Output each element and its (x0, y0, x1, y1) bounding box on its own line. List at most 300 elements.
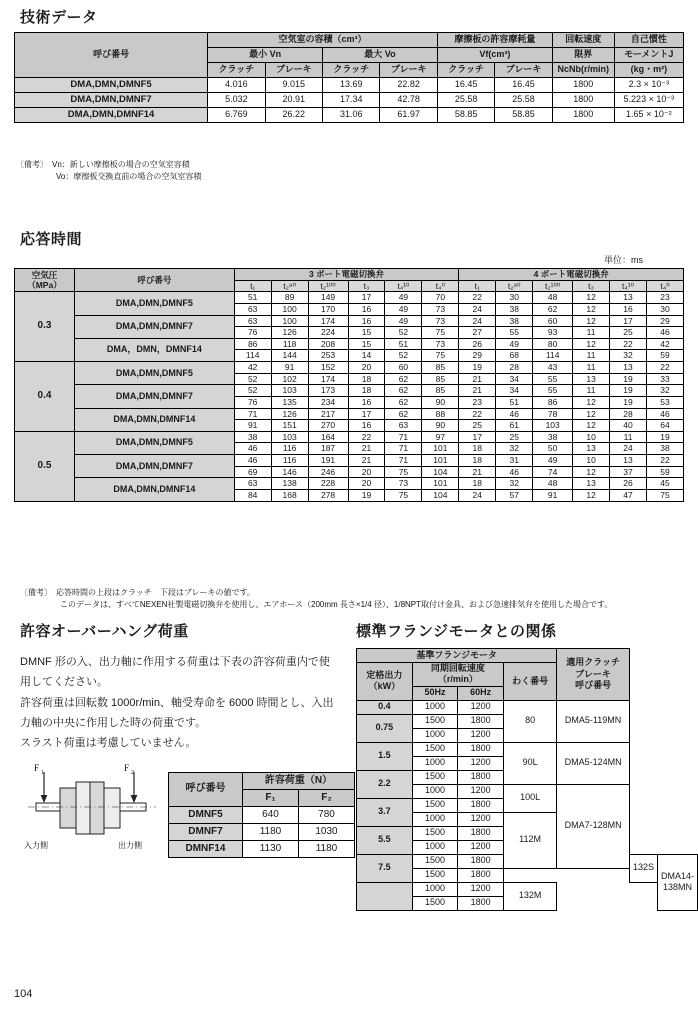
overhang-diagram-svg (22, 760, 162, 852)
cell-v3-t40: 75 (422, 350, 459, 362)
th-name: 呼び番号 (74, 269, 234, 292)
cell-v4-t410: 11 (610, 431, 647, 443)
cell-v3-t1: 69 (234, 466, 271, 478)
cell-60hz: 1800 (458, 714, 504, 728)
th-pressure-unit: （MPa） (27, 280, 62, 291)
cell-v3-t100: 208 (308, 338, 348, 350)
cell-v4-t1: 18 (459, 455, 496, 467)
cell-v4-t40: 22 (646, 455, 683, 467)
cell-v4-t40: 46 (646, 327, 683, 339)
svg-text:2: 2 (131, 770, 134, 776)
cell-name: DMNF7 (169, 824, 243, 841)
cell-v3-t1: 76 (234, 396, 271, 408)
table-row (169, 824, 355, 841)
cell-speed: 1800 (552, 93, 614, 108)
cell-v3-t90: 91 (271, 362, 308, 374)
table-row (15, 431, 684, 443)
cell-60hz: 1800 (458, 798, 504, 812)
th-applicable-l1: 適用クラッチ (566, 657, 621, 668)
th-max-vo: 最大 Vo (323, 48, 438, 63)
th-name: 呼び番号 (15, 33, 208, 78)
cell-vo-clutch: 13.69 (323, 78, 380, 93)
cell-v3-t1: 114 (234, 350, 271, 362)
cell-v3-t410: 62 (385, 396, 422, 408)
table-row (15, 338, 684, 350)
cell-60hz: 1200 (458, 882, 504, 896)
cell-v3-t40: 85 (422, 362, 459, 374)
table-row (15, 362, 684, 374)
cell-frame: 112M (503, 812, 556, 868)
cell-v3-t90: 151 (271, 420, 308, 432)
cell-v3-t1: 51 (234, 292, 271, 304)
cell-v4-t40: 38 (646, 443, 683, 455)
th-inertia: 自己慣性 (614, 33, 683, 48)
cell-v4-t1: 22 (459, 292, 496, 304)
cell-v3-t3: 16 (348, 315, 385, 327)
cell-v3-t410: 49 (385, 303, 422, 315)
cell-v3-t3: 20 (348, 362, 385, 374)
cell-v3-t1: 63 (234, 303, 271, 315)
cell-v3-t100: 149 (308, 292, 348, 304)
cell-v4-t410: 19 (610, 373, 647, 385)
cell-wear-clutch: 16.45 (437, 78, 494, 93)
cell-name: DMA，DMN，DMNF14 (74, 338, 234, 361)
cell-v4-t1: 26 (459, 338, 496, 350)
th-sync-speed (412, 663, 503, 687)
cell-v3-t410: 51 (385, 338, 422, 350)
cell-v3-t90: 100 (271, 303, 308, 315)
cell-v4-t1: 24 (459, 303, 496, 315)
cell-v3-t40: 73 (422, 315, 459, 327)
cell-pressure: 0.4 (15, 362, 75, 432)
th-applicable (557, 649, 630, 701)
th-v3-t90: t₂⁹⁰ (271, 280, 308, 292)
cell-50hz: 1500 (412, 868, 458, 882)
overhang-diagram (22, 760, 162, 857)
section-title-overhang-load: 許容オーバーハング荷重 (20, 623, 189, 640)
cell-v3-t40: 88 (422, 408, 459, 420)
cell-v3-t40: 104 (422, 466, 459, 478)
cell-frame: 100L (503, 784, 556, 812)
cell-v3-t100: 174 (308, 373, 348, 385)
cell-vn-clutch: 6.769 (208, 108, 265, 123)
th-output-unit: （kW） (368, 681, 401, 692)
cell-v4-t90: 28 (496, 362, 533, 374)
cell-60hz: 1200 (458, 700, 504, 714)
cell-name: DMA,DMN,DMNF7 (74, 455, 234, 478)
th-v4-t100: t₂¹⁰⁰ (533, 280, 573, 292)
cell-v4-t1: 21 (459, 385, 496, 397)
cell-v4-t40: 33 (646, 373, 683, 385)
cell-v4-t410: 13 (610, 292, 647, 304)
cell-60hz: 1200 (458, 840, 504, 854)
cell-name: DMA,DMN,DMNF5 (15, 78, 208, 93)
cell-v3-t3: 18 (348, 373, 385, 385)
cell-v4-t3: 12 (573, 315, 610, 327)
svg-text:1: 1 (41, 770, 44, 776)
table-row (15, 315, 684, 327)
cell-v4-t410: 19 (610, 396, 647, 408)
cell-v3-t1: 46 (234, 455, 271, 467)
cell-v4-t410: 28 (610, 408, 647, 420)
cell-f1: 1180 (243, 824, 299, 841)
th-vn-brake: ブレーキ (265, 63, 322, 78)
cell-v3-t3: 14 (348, 350, 385, 362)
th-applicable-l2: ブレーキ (575, 668, 611, 679)
cell-name: DMA,DMN,DMNF5 (74, 292, 234, 315)
th-pressure (15, 269, 75, 292)
cell-v4-t90: 38 (496, 303, 533, 315)
cell-60hz: 1800 (458, 742, 504, 756)
th-wear-brake: ブレーキ (495, 63, 552, 78)
cell-v3-t3: 21 (348, 443, 385, 455)
table-row (15, 292, 684, 304)
th-speed: 回転速度 (552, 33, 614, 48)
page-number: 104 (14, 988, 33, 1000)
cell-v4-t1: 17 (459, 431, 496, 443)
cell-50hz: 1000 (412, 882, 458, 896)
cell-output: 0.75 (357, 714, 413, 742)
cell-v3-t40: 70 (422, 292, 459, 304)
cell-v3-t100: 173 (308, 385, 348, 397)
cell-v3-t40: 97 (422, 431, 459, 443)
cell-vn-clutch: 5.032 (208, 93, 265, 108)
cell-wear-clutch: 25.58 (437, 93, 494, 108)
cell-v3-t3: 19 (348, 489, 385, 501)
th-v4-t40: t₄⁰ (646, 280, 683, 292)
cell-v3-t100: 191 (308, 455, 348, 467)
cell-60hz: 1800 (458, 854, 504, 868)
cell-inertia: 5.223 × 10⁻³ (614, 93, 683, 108)
cell-frame: 90L (503, 742, 556, 784)
cell-v3-t1: 91 (234, 420, 271, 432)
cell-output: 3.7 (357, 798, 413, 826)
cell-60hz: 1800 (458, 826, 504, 840)
cell-v3-t90: 144 (271, 350, 308, 362)
cell-v4-t3: 12 (573, 489, 610, 501)
cell-v3-t100: 187 (308, 443, 348, 455)
cell-f1: 640 (243, 807, 299, 824)
cell-v4-t410: 32 (610, 350, 647, 362)
cell-name: DMNF5 (169, 807, 243, 824)
cell-v4-t3: 11 (573, 327, 610, 339)
th-v4-t410: t₄¹⁰ (610, 280, 647, 292)
cell-50hz: 1500 (412, 770, 458, 784)
th-50hz: 50Hz (412, 686, 458, 700)
cell-speed: 1800 (552, 78, 614, 93)
cell-v3-t100: 224 (308, 327, 348, 339)
cell-v4-t90: 31 (496, 455, 533, 467)
cell-50hz: 1500 (412, 798, 458, 812)
cell-v3-t40: 101 (422, 443, 459, 455)
cell-v4-t40: 64 (646, 420, 683, 432)
cell-inertia: 2.3 × 10⁻³ (614, 78, 683, 93)
cell-output: 2.2 (357, 770, 413, 798)
cell-v4-t40: 42 (646, 338, 683, 350)
cell-v3-t1: 76 (234, 327, 271, 339)
cell-v3-t100: 270 (308, 420, 348, 432)
cell-v4-t1: 18 (459, 443, 496, 455)
cell-60hz: 1200 (458, 812, 504, 826)
cell-v4-t410: 24 (610, 443, 647, 455)
cell-v3-t3: 18 (348, 385, 385, 397)
cell-v3-t90: 168 (271, 489, 308, 501)
cell-v4-t1: 18 (459, 478, 496, 490)
cell-v4-t410: 13 (610, 362, 647, 374)
note-line: 〔備考〕 Vn：新しい摩擦板の場合の空気室容積 (16, 160, 190, 169)
cell-v4-t100: 114 (533, 350, 573, 362)
flange-motor-table (356, 648, 698, 911)
cell-v4-t1: 29 (459, 350, 496, 362)
cell-v4-t40: 22 (646, 362, 683, 374)
cell-50hz: 1500 (412, 896, 458, 910)
cell-v3-t410: 75 (385, 466, 422, 478)
cell-50hz: 1000 (412, 700, 458, 714)
cell-60hz: 1200 (458, 756, 504, 770)
cell-60hz: 1200 (458, 728, 504, 742)
th-inertia-2: モーメントJ (614, 48, 683, 63)
cell-vo-clutch: 17.34 (323, 93, 380, 108)
cell-v3-t3: 17 (348, 292, 385, 304)
cell-name: DMA,DMN,DMNF5 (74, 431, 234, 454)
cell-v4-t3: 11 (573, 362, 610, 374)
cell-v4-t90: 38 (496, 315, 533, 327)
th-standard-flange-motor: 基準フランジモータ (357, 649, 557, 663)
cell-v4-t100: 48 (533, 292, 573, 304)
table-row (15, 408, 684, 420)
cell-v4-t3: 11 (573, 385, 610, 397)
th-name: 呼び番号 (169, 773, 243, 807)
cell-v4-t1: 24 (459, 315, 496, 327)
cell-pressure: 0.5 (15, 431, 75, 501)
cell-frame: 80 (503, 700, 556, 742)
cell-v3-t410: 63 (385, 420, 422, 432)
cell-v4-t100: 80 (533, 338, 573, 350)
cell-60hz: 1800 (458, 896, 504, 910)
cell-v4-t40: 59 (646, 350, 683, 362)
table-row (15, 108, 684, 123)
cell-pressure: 0.3 (15, 292, 75, 362)
cell-v3-t3: 16 (348, 396, 385, 408)
paragraph: DMNF 形の入、出力軸に作用する荷重は下表の許容荷重内で使用してください。 (20, 656, 330, 689)
cell-v3-t410: 52 (385, 350, 422, 362)
cell-output (357, 882, 413, 910)
cell-name: DMA,DMN,DMNF14 (74, 408, 234, 431)
response-time-notes (20, 587, 680, 610)
th-wear: 摩擦板の許容摩耗量 (437, 33, 552, 48)
cell-v3-t90: 126 (271, 408, 308, 420)
cell-v3-t100: 170 (308, 303, 348, 315)
cell-v4-t100: 49 (533, 455, 573, 467)
th-vo-clutch: クラッチ (323, 63, 380, 78)
cell-v4-t3: 12 (573, 292, 610, 304)
cell-v4-t3: 10 (573, 455, 610, 467)
paragraph: 許容荷重は回転数 1000r/min、軸受寿命を 6000 時間とし、入出力軸の中央に作用した時の荷重です。 (20, 696, 334, 730)
table-row (15, 478, 684, 490)
cell-v4-t3: 13 (573, 443, 610, 455)
cell-name: DMA,DMN,DMNF5 (74, 362, 234, 385)
cell-v4-t90: 30 (496, 292, 533, 304)
cell-v3-t90: 138 (271, 478, 308, 490)
cell-v3-t40: 85 (422, 385, 459, 397)
svg-text:F: F (34, 763, 40, 773)
response-unit-label: 単位：ms (604, 255, 643, 265)
cell-v3-t3: 16 (348, 420, 385, 432)
cell-v4-t410: 13 (610, 455, 647, 467)
cell-v4-t90: 57 (496, 489, 533, 501)
th-allowable-load: 許容荷重（N） (243, 773, 355, 790)
cell-v3-t100: 253 (308, 350, 348, 362)
technical-data-notes (16, 159, 516, 182)
th-v3-t1: t₁ (234, 280, 271, 292)
th-pressure-label: 空気圧 (31, 269, 58, 280)
cell-50hz: 1500 (412, 714, 458, 728)
th-v3-t3: t₃ (348, 280, 385, 292)
cell-name: DMNF14 (169, 841, 243, 858)
cell-v3-t1: 52 (234, 373, 271, 385)
th-vn-clutch: クラッチ (208, 63, 265, 78)
technical-data-table (14, 32, 684, 123)
diagram-label-output: 出力側 (118, 841, 142, 850)
cell-v3-t410: 71 (385, 443, 422, 455)
table-row (15, 455, 684, 467)
cell-v3-t100: 152 (308, 362, 348, 374)
cell-v4-t100: 38 (533, 431, 573, 443)
cell-v3-t90: 102 (271, 373, 308, 385)
cell-50hz: 1500 (412, 742, 458, 756)
cell-60hz: 1800 (458, 868, 504, 882)
cell-v4-t90: 32 (496, 443, 533, 455)
cell-v4-t100: 62 (533, 303, 573, 315)
cell-v3-t100: 217 (308, 408, 348, 420)
cell-v4-t40: 53 (646, 396, 683, 408)
cell-v4-t3: 12 (573, 408, 610, 420)
cell-v4-t90: 46 (496, 408, 533, 420)
cell-v4-t100: 60 (533, 315, 573, 327)
cell-f2: 1180 (299, 841, 355, 858)
cell-v4-t410: 22 (610, 338, 647, 350)
cell-output: 7.5 (357, 854, 413, 882)
note-line: このデータは、すべてNEXEN社製電磁切換弁を使用し、エアホース（200mm 長さ×1/4 径）、1/8NPT取付け金具、および急速排気弁を使用した場合です。 (20, 599, 613, 609)
cell-v4-t3: 10 (573, 431, 610, 443)
cell-name: DMA,DMN,DMNF7 (74, 315, 234, 338)
cell-50hz: 1000 (412, 784, 458, 798)
cell-v3-t3: 15 (348, 338, 385, 350)
cell-v4-t100: 91 (533, 489, 573, 501)
cell-applicable: DMA5-124MN (557, 742, 630, 784)
cell-v4-t3: 12 (573, 466, 610, 478)
cell-v4-t1: 21 (459, 373, 496, 385)
cell-50hz: 1000 (412, 840, 458, 854)
cell-v3-t90: 118 (271, 338, 308, 350)
cell-v4-t90: 61 (496, 420, 533, 432)
cell-v4-t3: 12 (573, 396, 610, 408)
cell-v4-t90: 55 (496, 327, 533, 339)
cell-v3-t90: 146 (271, 466, 308, 478)
th-wear-unit: Vf(cm³) (437, 48, 552, 63)
th-v4-t3: t₃ (573, 280, 610, 292)
table-row (15, 385, 684, 397)
cell-applicable: DMA5-119MN (557, 700, 630, 742)
cell-v4-t90: 32 (496, 478, 533, 490)
cell-v3-t100: 234 (308, 396, 348, 408)
cell-v3-t40: 101 (422, 455, 459, 467)
th-applicable-l3: 呼び番号 (575, 679, 612, 690)
table-row (15, 78, 684, 93)
cell-f2: 1030 (299, 824, 355, 841)
cell-v3-t40: 101 (422, 478, 459, 490)
cell-v4-t3: 13 (573, 478, 610, 490)
cell-v3-t410: 71 (385, 455, 422, 467)
cell-name: DMA,DMN,DMNF7 (15, 93, 208, 108)
note-line: Vo：摩擦板交換直前の場合の空気室容積 (16, 171, 202, 181)
cell-v4-t40: 46 (646, 408, 683, 420)
table-row (169, 841, 355, 858)
cell-v4-t100: 50 (533, 443, 573, 455)
cell-50hz: 1500 (412, 826, 458, 840)
cell-v4-t3: 12 (573, 303, 610, 315)
cell-vn-brake: 26.22 (265, 108, 322, 123)
cell-output: 0.4 (357, 700, 413, 714)
cell-v4-t90: 68 (496, 350, 533, 362)
cell-v4-t3: 11 (573, 350, 610, 362)
cell-v4-t40: 23 (646, 292, 683, 304)
cell-v4-t100: 55 (533, 373, 573, 385)
response-time-table (14, 268, 684, 502)
cell-v3-t410: 52 (385, 327, 422, 339)
cell-v3-t90: 89 (271, 292, 308, 304)
cell-v4-t1: 21 (459, 466, 496, 478)
cell-v3-t1: 52 (234, 385, 271, 397)
cell-v4-t1: 27 (459, 327, 496, 339)
cell-vn-brake: 20.91 (265, 93, 322, 108)
cell-output: 1.5 (357, 742, 413, 770)
cell-wear-brake: 58.85 (495, 108, 552, 123)
diagram-label-input: 入力側 (24, 841, 48, 850)
cell-60hz: 1800 (458, 770, 504, 784)
table-row (357, 700, 698, 714)
cell-50hz: 1500 (412, 854, 458, 868)
cell-wear-clutch: 58.85 (437, 108, 494, 123)
paragraph: スラスト荷重は考慮していません。 (20, 737, 197, 750)
th-v3-t40: t₄⁰ (422, 280, 459, 292)
cell-vn-clutch: 4.016 (208, 78, 265, 93)
cell-v4-t3: 12 (573, 338, 610, 350)
cell-v4-t40: 75 (646, 489, 683, 501)
cell-v3-t100: 278 (308, 489, 348, 501)
svg-text:F: F (124, 763, 130, 773)
cell-v4-t1: 22 (459, 408, 496, 420)
cell-wear-brake: 25.58 (495, 93, 552, 108)
cell-v3-t3: 20 (348, 478, 385, 490)
cell-name: DMA,DMN,DMNF14 (15, 108, 208, 123)
cell-v3-t40: 75 (422, 327, 459, 339)
cell-v4-t40: 59 (646, 466, 683, 478)
cell-v3-t1: 84 (234, 489, 271, 501)
table-row (357, 882, 698, 896)
th-air-volume: 空気室の容積（cm³） (208, 33, 438, 48)
cell-v4-t100: 86 (533, 396, 573, 408)
cell-v4-t3: 13 (573, 373, 610, 385)
cell-name: DMA,DMN,DMNF7 (74, 385, 234, 408)
cell-v4-t410: 47 (610, 489, 647, 501)
cell-v3-t1: 63 (234, 315, 271, 327)
cell-v3-t90: 103 (271, 431, 308, 443)
cell-v3-t100: 174 (308, 315, 348, 327)
cell-v4-t40: 19 (646, 431, 683, 443)
th-speed-unit: NcNb(r/min) (552, 63, 614, 78)
cell-v3-t410: 62 (385, 408, 422, 420)
